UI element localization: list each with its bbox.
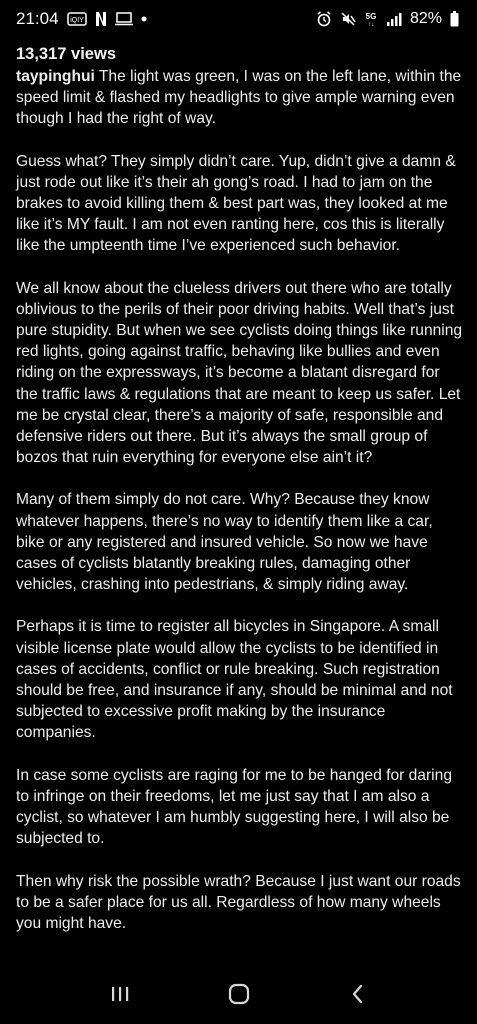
battery-icon [450, 11, 459, 27]
caption-text: The light was green, I was on the left lane, within the speed limit & flashed my headlights to give ample warning even though I had the right of way. [16, 68, 462, 128]
recent-apps-button[interactable] [100, 976, 140, 1016]
caption-paragraph: Many of them simply do not care. Why? Because they know whatever happens, there’s no way to identify them like a car, bike or any registered and insured vehicle. So now we have cases of cyclists blatantly breaking rules, damaging other vehicles, crashing into pedestrians, & simply riding away. [16, 491, 433, 594]
back-button[interactable] [338, 976, 378, 1016]
notification-dot-icon [141, 16, 147, 22]
mute-icon [340, 11, 356, 27]
battery-percent: 82% [409, 10, 442, 27]
caption-paragraph: Then why risk the possible wrath? Because I just want our roads to be a safer place for us all. Regardless of how many wheels you might have. [16, 872, 461, 932]
svg-text:iQIY: iQIY [69, 17, 84, 24]
5g-icon [364, 10, 378, 28]
back-icon [348, 982, 368, 1011]
post-content [16, 44, 463, 955]
caption-paragraph: Guess what? They simply didn’t care. Yup, didn’t give a damn & just rode out like it’s their ah gong’s road. I had to jam on the brakes to avoid killing them & best part was, they looked at me like it’s MY fault. I am not even ranting here, cos this is literally like the umpteenth time I’ve experienced such behavior. [16, 152, 456, 255]
caption-paragraph: In case some cyclists are raging for me to be hanged for daring to infringe on their freedoms, let me just say that I am also a cyclist, so whatever I am humbly suggesting here, I will also be subjected to. [16, 766, 452, 848]
caption-paragraph: We all know about the clueless drivers out there who are totally oblivious to the perils of their poor driving habits. Well that’s just pure stupidity. But when we see cyclists doing things like running red lights, going against traffic, behaving like bullies and even riding on the expressways, it’s become a blatant disregard for the traffic laws & regulations that are meant to keep us safer. Let me be crystal clear, there’s a majority of safe, responsible and defensive riders out there. But it’s always the small group of bozos that ruin everything for everyone else ain’t it? [16, 279, 463, 467]
recent-apps-icon [109, 984, 131, 1009]
status-bar [0, 0, 477, 38]
status-right [316, 10, 459, 28]
screen-mirror-icon [115, 12, 133, 26]
status-left [16, 9, 147, 29]
navigation-bar [0, 968, 477, 1024]
views-count: 13,317 views [16, 45, 116, 63]
caption-paragraph [16, 66, 463, 130]
netflix-icon [95, 11, 107, 27]
alarm-icon [316, 11, 332, 27]
qiyi-app-icon [67, 12, 87, 26]
svg-text:5G: 5G [365, 12, 377, 21]
username[interactable]: taypinghui [16, 68, 95, 85]
caption-paragraph: Perhaps it is time to register all bicycles in Singapore. A small visible license plate would allow the cyclists to be identified in cases of accidents, conflict or rule breaking. Such registration should be free, and insurance if any, should be minimal and not subjected to excessive profit making by the insurance companies. [16, 618, 453, 742]
home-icon [227, 982, 251, 1011]
svg-text:↑↓: ↑↓ [367, 22, 374, 28]
signal-icon [386, 12, 402, 26]
status-time: 21:04 [16, 9, 59, 28]
home-button[interactable] [219, 976, 259, 1016]
